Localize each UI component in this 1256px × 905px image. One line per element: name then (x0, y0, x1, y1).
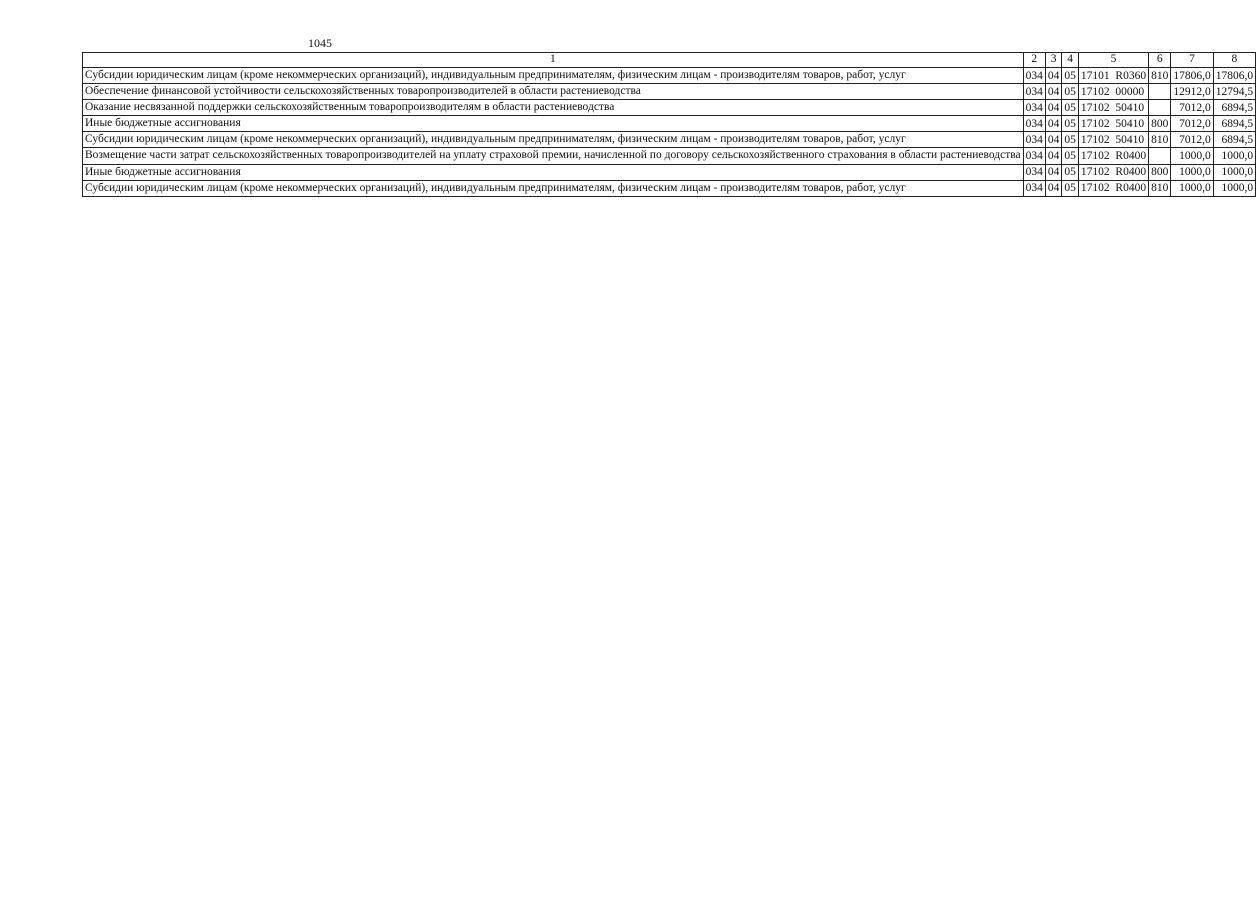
col-header-1: 1 (83, 53, 1024, 68)
row-name: Обеспечение финансовой устойчивости сельскохозяйственных товаропроизводителей в области растениеводства (83, 84, 1024, 100)
row-sum-col8: 1000,0 (1213, 180, 1255, 196)
row-name: Субсидии юридическим лицам (кроме некоммерческих организаций), индивидуальным предпринимателям, физическим лицам - производителям товаров, работ, услуг (83, 180, 1024, 196)
row-csr-program: 17102 (1080, 117, 1110, 130)
row-name: Иные бюджетные ассигнования (83, 116, 1024, 132)
row-sum-col8: 6894,5 (1213, 116, 1255, 132)
row-csr-program: 17102 (1080, 150, 1110, 163)
row-expense-type (1149, 84, 1171, 100)
row-sum-col7: 1000,0 (1171, 148, 1213, 164)
row-target-article (1078, 148, 1148, 164)
row-expense-type: 810 (1149, 180, 1171, 196)
row-target-article (1078, 180, 1148, 196)
row-section: 04 (1045, 116, 1062, 132)
row-sum-col7: 7012,0 (1171, 116, 1213, 132)
row-csr-direction: 00000 (1115, 85, 1145, 98)
row-subsection: 05 (1062, 116, 1079, 132)
row-ministry: 034 (1023, 180, 1045, 196)
row-sum-col8: 1000,0 (1213, 164, 1255, 180)
col-header-8: 8 (1213, 53, 1255, 68)
row-csr-direction: 50410 (1115, 133, 1145, 146)
row-target-article (1078, 164, 1148, 180)
row-target-article (1078, 68, 1148, 84)
row-name: Иные бюджетные ассигнования (83, 164, 1024, 180)
row-sum-col7: 12912,0 (1171, 84, 1213, 100)
row-expense-type: 810 (1149, 68, 1171, 84)
row-target-article (1078, 116, 1148, 132)
row-csr-program: 17102 (1080, 166, 1110, 179)
row-ministry: 034 (1023, 164, 1045, 180)
row-csr-program: 17102 (1080, 101, 1110, 114)
row-section: 04 (1045, 132, 1062, 148)
row-ministry: 034 (1023, 132, 1045, 148)
row-expense-type: 800 (1149, 116, 1171, 132)
row-name: Возмещение части затрат сельскохозяйственных товаропроизводителей на уплату страховой премии, начисленной по договору сельскохозяйственного страхования в области растениеводства (83, 148, 1024, 164)
row-section: 04 (1045, 100, 1062, 116)
row-sum-col7: 7012,0 (1171, 132, 1213, 148)
table-row (83, 68, 1256, 84)
col-header-3: 3 (1045, 53, 1062, 68)
row-subsection: 05 (1062, 68, 1079, 84)
table-row (83, 100, 1256, 116)
row-ministry: 034 (1023, 84, 1045, 100)
row-csr-program: 17102 (1080, 85, 1110, 98)
row-csr-direction: 50410 (1115, 101, 1145, 114)
row-sum-col7: 1000,0 (1171, 180, 1213, 196)
table-row (83, 164, 1256, 180)
table-row (83, 180, 1256, 196)
row-expense-type (1149, 100, 1171, 116)
row-subsection: 05 (1062, 84, 1079, 100)
row-sum-col8: 1000,0 (1213, 148, 1255, 164)
row-name: Субсидии юридическим лицам (кроме некоммерческих организаций), индивидуальным предпринимателям, физическим лицам - производителям товаров, работ, услуг (83, 132, 1024, 148)
row-section: 04 (1045, 84, 1062, 100)
row-sum-col8: 6894,5 (1213, 132, 1255, 148)
row-csr-direction: 50410 (1115, 117, 1145, 130)
row-ministry: 034 (1023, 116, 1045, 132)
row-sum-col7: 17806,0 (1171, 68, 1213, 84)
row-subsection: 05 (1062, 132, 1079, 148)
col-header-2: 2 (1023, 53, 1045, 68)
row-subsection: 05 (1062, 148, 1079, 164)
col-header-4: 4 (1062, 53, 1079, 68)
row-csr-program: 17102 (1080, 182, 1110, 195)
col-header-6: 6 (1149, 53, 1171, 68)
table-row (83, 116, 1256, 132)
row-expense-type (1149, 148, 1171, 164)
row-name: Оказание несвязанной поддержки сельскохозяйственным товаропроизводителям в области растениеводства (83, 100, 1024, 116)
row-name: Субсидии юридическим лицам (кроме некоммерческих организаций), индивидуальным предпринимателям, физическим лицам - производителям товаров, работ, услуг (83, 68, 1024, 84)
row-csr-direction: R0360 (1115, 69, 1147, 82)
row-target-article (1078, 132, 1148, 148)
row-expense-type: 810 (1149, 132, 1171, 148)
row-subsection: 05 (1062, 100, 1079, 116)
row-section: 04 (1045, 180, 1062, 196)
row-subsection: 05 (1062, 180, 1079, 196)
col-header-5: 5 (1078, 53, 1148, 68)
row-csr-direction: R0400 (1115, 166, 1147, 179)
row-csr-program: 17101 (1080, 69, 1110, 82)
row-csr-program: 17102 (1080, 133, 1110, 146)
row-csr-direction: R0400 (1115, 150, 1147, 163)
table-row (83, 84, 1256, 100)
row-section: 04 (1045, 164, 1062, 180)
row-sum-col8: 6894,5 (1213, 100, 1255, 116)
row-section: 04 (1045, 68, 1062, 84)
table-row (83, 132, 1256, 148)
row-target-article (1078, 100, 1148, 116)
row-sum-col7: 1000,0 (1171, 164, 1213, 180)
row-sum-col8: 12794,5 (1213, 84, 1255, 100)
table-row (83, 148, 1256, 164)
row-sum-col7: 7012,0 (1171, 100, 1213, 116)
row-section: 04 (1045, 148, 1062, 164)
budget-table (82, 52, 1256, 197)
row-subsection: 05 (1062, 164, 1079, 180)
col-header-7: 7 (1171, 53, 1213, 68)
row-expense-type: 800 (1149, 164, 1171, 180)
header-row (83, 53, 1256, 68)
row-sum-col8: 17806,0 (1213, 68, 1255, 84)
row-csr-direction: R0400 (1115, 182, 1147, 195)
row-ministry: 034 (1023, 148, 1045, 164)
page-number: 1045 (308, 36, 332, 50)
row-ministry: 034 (1023, 68, 1045, 84)
row-target-article (1078, 84, 1148, 100)
row-ministry: 034 (1023, 100, 1045, 116)
